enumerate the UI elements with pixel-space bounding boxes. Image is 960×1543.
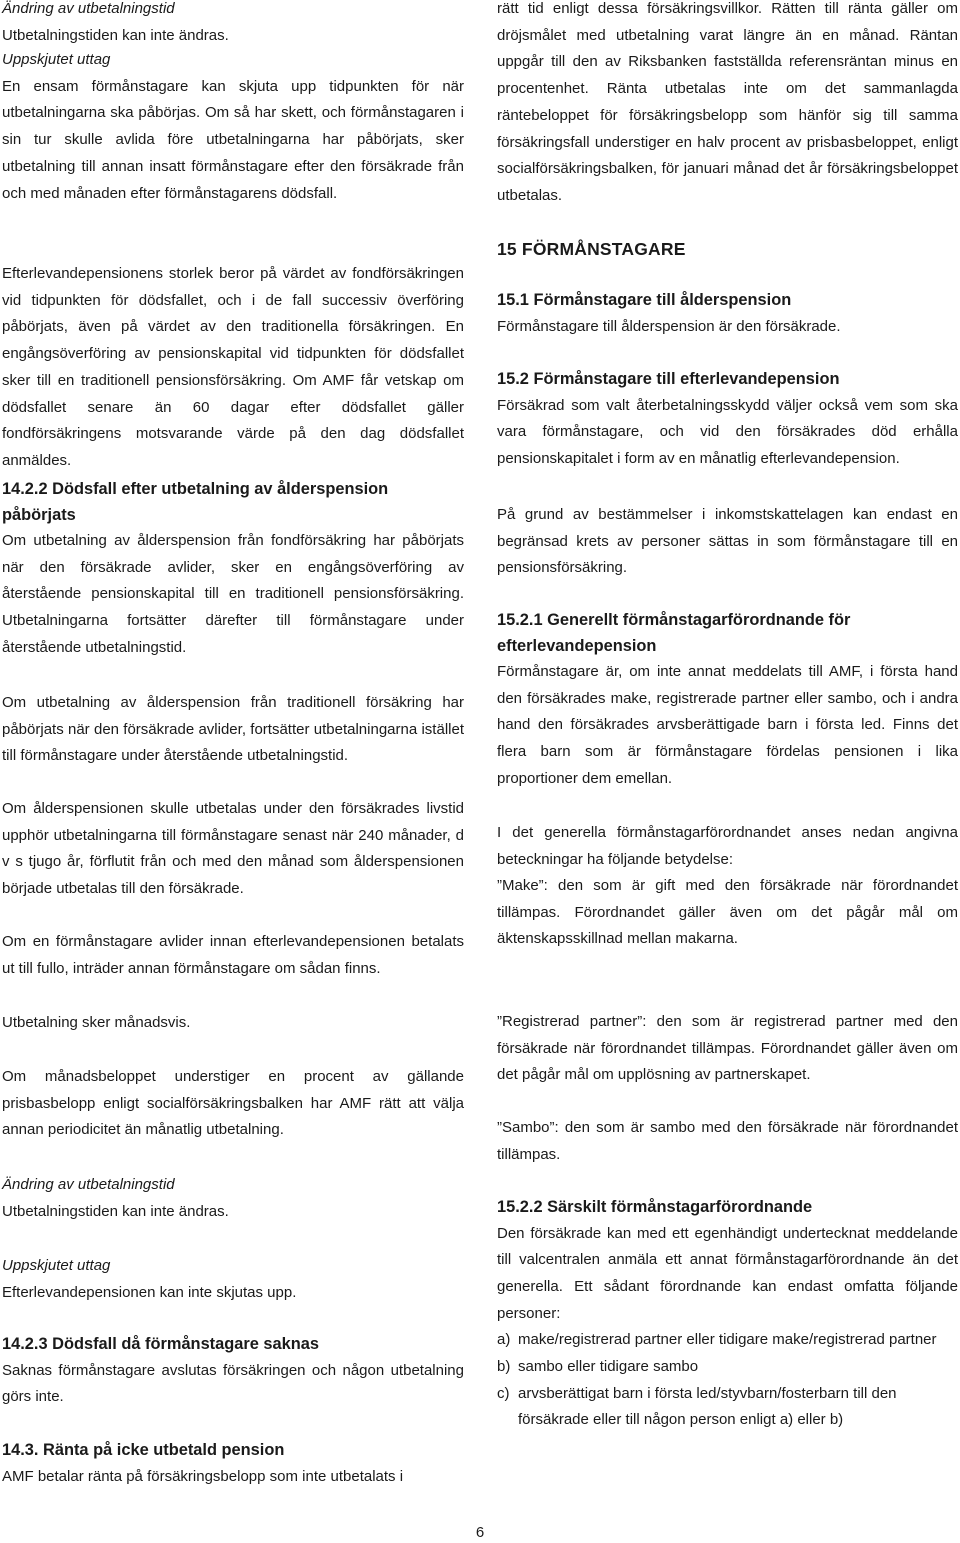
section-heading: 14.3. Ränta på icke utbetald pension: [2, 1441, 285, 1459]
deferred-withdrawal-block-2: [2, 1253, 464, 1306]
section-heading: 14.2.2 Dödsfall efter utbetalning av ålderspension påbörjats: [2, 480, 389, 524]
section-heading: 15.1 Förmånstagare till ålderspension: [497, 291, 792, 309]
paragraph: Efterlevandepensionen kan inte skjutas upp.: [2, 1283, 297, 1301]
list-item: [497, 1327, 958, 1354]
section-15: [497, 236, 958, 262]
section-15-2-2: [497, 1195, 958, 1434]
list-item: [497, 1381, 958, 1434]
list-marker: c): [497, 1384, 510, 1402]
paragraph: Utbetalning sker månadsvis.: [2, 1014, 191, 1031]
paragraph: Om månadsbeloppet understiger en procent av gällande prisbasbelopp enligt socialförsäkringsbalken har AMF rätt att välja annan periodicitet än månatlig utbetalning.: [2, 1068, 464, 1139]
definition-sambo-block: [497, 1115, 958, 1168]
list-item-text: arvsberättigat barn i första led/styvbarn/fosterbarn till den försäkrade eller till någon person enligt a) eller b): [518, 1384, 897, 1429]
paragraph: Om utbetalning av ålderspension från traditionell försäkring har påbörjats när den försäkrade avlider, fortsätter utbetalningarna istället till förmånstagare under återstående utbetalningstid.: [2, 694, 464, 765]
beneficiary-death-block: [2, 929, 464, 982]
section-heading: 14.2.3 Dödsfall då förmånstagare saknas: [2, 1335, 320, 1353]
definition-partner-block: [497, 1009, 958, 1089]
paragraph: rätt tid enligt dessa försäkringsvillkor. Rätten till ränta gäller om dröjsmålet med utbetalning varat längre än en månad. Räntan uppgår till den av Riksbanken fastställda referensräntan minus en procentenhet. Ränta utbetalas inte om det sammanlagda räntebeloppet för försäkringsbelopp som hänför sig till samma försäkringsfall understiger en halv procent av prisbasbeloppet, enligt socialförsäkringsbalken, för januari månad det år försäkringsbeloppet utbetalas.: [497, 0, 958, 204]
survivor-pension-size-block: [2, 261, 464, 475]
deferred-withdrawal-block: [2, 47, 464, 207]
paragraph: Utbetalningstiden kan inte ändras.: [2, 26, 229, 44]
paragraph: ”Sambo”: den som är sambo med den försäkrade när förordnandet tillämpas.: [497, 1119, 958, 1163]
paragraph: ”Registrerad partner”: den som är registrerad partner med den försäkrade när förordnandet tillämpas. Förordnandet gäller även om det pågår mål om upplösning av partnerskapet.: [497, 1013, 958, 1084]
subheading: Ändring av utbetalningstid: [2, 0, 175, 17]
paragraph: Förmånstagare är, om inte annat meddelats till AMF, i första hand den försäkrades make, registrerade partner eller sambo, och i andra hand den försäkrades arvsberättigade barn i första led. Finns det flera barn som är förmånstagare fördelas pensionen i lika proportioner dem emellan.: [497, 663, 958, 787]
paragraph: Den försäkrade kan med ett egenhändigt undertecknat meddelande till valcentralen anmäla ett annat förmånstagarförordnande än det generella. Ett sådant förordnande kan endast omfatta följande personer:: [497, 1224, 958, 1322]
paragraph: En ensam förmånstagare kan skjuta upp tidpunkten för när utbetalningarna ska påbörjas. Om så har skett, och förmånstagaren i sin tur skulle avlida före utbetalningarna har påbörjats, sker utbetalning till annan insatt förmånstagare efter den försäkrade från och med månaden efter förmånstagarens dödsfall.: [2, 77, 464, 202]
list-item-text: make/registrerad partner eller tidigare make/registrerad partner: [518, 1331, 937, 1349]
paragraph: Förmånstagare till ålderspension är den försäkrade.: [497, 317, 841, 335]
section-15-2: [497, 367, 958, 473]
list-marker: b): [497, 1358, 511, 1376]
paragraph: Efterlevandepensionens storlek beror på värdet av fondförsäkringen vid tidpunkten för dödsfallet, och i de fall successiv överföring påbörjats, även på värdet av den traditionella försäkringen. En engångsöverföring av pensionskapital vid tidpunkten för dödsfallet sker till en traditionell pensionsförsäkring. Om AMF får vetskap om dödsfallet senare än 60 dagar efter dödsfallet gäller fondförsäkringens motsvarande värde på den dag dödsfallet anmäldes.: [2, 265, 464, 469]
monthly-payout-block: [2, 1010, 464, 1037]
paragraph: Saknas förmånstagare avslutas försäkringen och någon utbetalning görs inte.: [2, 1361, 464, 1406]
definition-make-block: [497, 873, 958, 953]
paragraph: ”Make”: den som är gift med den försäkrade när förordnandet tillämpas. Förordnandet gäller även om det pågår mål om äktenskapsskillnad mellan makarna.: [497, 877, 958, 948]
tax-rules-block: [497, 502, 958, 582]
paragraph: På grund av bestämmelser i inkomstskattelagen kan endast en begränsad krets av personer sättas in som förmånstagare till en pensionsförsäkring.: [497, 506, 958, 577]
paragraph: Om ålderspensionen skulle utbetalas under den försäkrades livstid upphör utbetalningarna till förmånstagare senast när 240 månader, d v s tjugo år, förflutit från och med den månad som ålderspensionen började utbetalas till den försäkrade.: [2, 800, 464, 898]
list-marker: a): [497, 1331, 511, 1349]
interest-continuation-block: [497, 0, 958, 210]
section-15-2-1: [497, 608, 958, 793]
section-heading: 15.2.2 Särskilt förmånstagarförordnande: [497, 1198, 813, 1216]
section-14-2-3: [2, 1332, 464, 1411]
list-item: [497, 1354, 958, 1381]
payout-change-block: [2, 0, 464, 49]
section-heading: 15.2 Förmånstagare till efterlevandepension: [497, 370, 840, 388]
lifetime-payout-block: [2, 796, 464, 903]
periodicity-block: [2, 1064, 464, 1144]
subheading: Ändring av utbetalningstid: [2, 1176, 175, 1193]
subheading: Uppskjutet uttag: [2, 51, 111, 68]
subheading: Uppskjutet uttag: [2, 1257, 111, 1274]
page-number: 6: [475, 1524, 485, 1541]
definitions-intro-block: [497, 820, 958, 873]
traditional-insurance-block: [2, 690, 464, 770]
chapter-heading: 15 FÖRMÅNSTAGARE: [497, 239, 686, 259]
section-15-1: [497, 288, 958, 340]
section-heading: 15.2.1 Generellt förmånstagarförordnande för efterlevandepension: [497, 611, 851, 655]
paragraph: I det generella förmånstagarförordnandet anses nedan angivna beteckningar ha följande betydelse:: [497, 824, 958, 868]
paragraph: Försäkrad som valt återbetalningsskydd väljer också vem som ska vara förmånstagare, och vid den försäkrades död erhålla pensionskapitalet i form av en månatlig efterlevandepension.: [497, 396, 958, 467]
paragraph: Om utbetalning av ålderspension från fondförsäkring har påbörjats när den försäkrade avlider, sker en engångsöverföring av återstående pensionskapital till en traditionell pensionsförsäkring. Utbetalningarna fortsätter därefter till förmånstagare under återstående utbetalningstid.: [2, 532, 464, 656]
section-14-3: [2, 1438, 464, 1490]
paragraph: Om en förmånstagare avlider innan efterlevandepensionen betalats ut till fullo, inträder annan förmånstagare om sådan finns.: [2, 933, 464, 977]
paragraph: AMF betalar ränta på försäkringsbelopp som inte utbetalats i: [2, 1467, 404, 1485]
section-14-2-2: [2, 477, 464, 662]
list-item-text: sambo eller tidigare sambo: [518, 1358, 699, 1376]
paragraph: Utbetalningstiden kan inte ändras.: [2, 1202, 229, 1220]
payout-change-block-2: [2, 1172, 464, 1225]
